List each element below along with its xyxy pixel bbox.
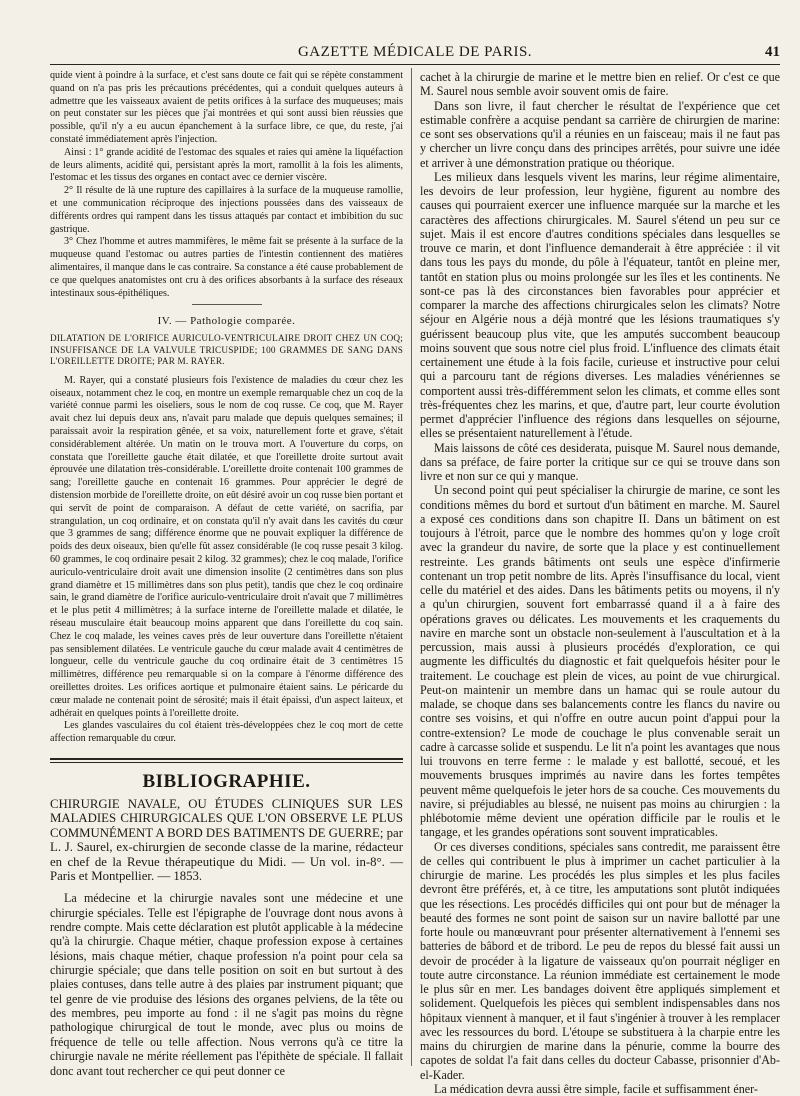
- paragraph: Ainsi : 1° grande acidité de l'estomac des squales et raies qui amène la liquéfaction de leurs aliments, acidité qui, persistant après la mort, ramollit à la fois les aliments, l'estomac et les tissus des organes en contact avec ce dernier viscère.: [50, 146, 403, 184]
- divider: [192, 304, 262, 305]
- left-column: [50, 70, 403, 1078]
- page-header: [50, 42, 780, 65]
- article-subheading: DILATATION DE L'ORIFICE AURICULO-VENTRICULAIRE DROIT CHEZ UN COQ; INSUFFISANCE DE LA VALVULE TRICUSPIDE; 100 GRAMMES DE SANG DANS L'OREILLETTE DROITE; PAR M. RAYER.: [50, 333, 403, 367]
- right-column: [420, 70, 780, 1096]
- journal-title: GAZETTE MÉDICALE DE PARIS.: [297, 44, 533, 60]
- paragraph: Mais laissons de côté ces desiderata, puisque M. Saurel nous demande, dans sa préface, de faire porter la critique sur ce qui se trouve dans son livre et non sur ce qui y manque.: [420, 440, 780, 483]
- paragraph: Or ces diverses conditions, spéciales sans contredit, me paraissent être de celles qui contribuent le plus à imprimer un cachet particulier à la chirurgie de marine. Les procédés les plus simples et les plus faciles devront être préférés, et, à ce titre, les amputations sont plutôt indiquées que les résections. Les procédés difficiles qui ont pour but de ménager la beauté des formes ne sont point de saison sur un navire ballotté par une forte houle ou manœuvrant pour présenter alternativement à l'ennemi ses batteries de bâbord et de tribord. Le peu de repos du blessé fait aussi un devoir de procéder à la ligature de vaisseaux qu'on pourrait négliger en toute autre circonstance. La réunion immédiate est certainement le mode le plus sûr en mer. Les bandages doivent être appliqués simplement et solidement. Quelquefois les pièces qui semblent indispensables dans nos hôpitaux viennent à manquer, et il faut s'ingénier à trouver à les remplacer avec les ressources du bord. L'étoupe se substituera à la charpie entre les mains du chirurgien de marine dans la pénurie, comme la bourre des capotes de soldat l'a fait dans celles du docteur Cabasse, prisonnier d'Ab-el-Kader.: [420, 839, 780, 1082]
- paragraph: La médecine et la chirurgie navales sont une médecine et une chirurgie spéciales. Telle est l'épigraphe de l'ouvrage dont nous avons à rendre compte. Mais cette déclaration est plutôt applicable à la médecine qu'à la chirurgie. Chaque métier, chaque profession expose à certaines lésions, mais chaque métier, chaque profession n'a point pour cela sa chirurgie spéciale; que dans telle position on soit en but surtout à des plaies contuses, dans telle autre à des plaies par instrument piquant; que tel genre de vie produise des lésions des organes pelviens, de la tête ou des membres, peu importe au fond : il ne s'agit pas moins du règne pathologique chirurgical de tout le monde, avec plus ou moins de fréquence de telle ou telle affection. Nous verrons qu'à ce titre la chirurgie navale ne mérite réellement pas l'épithète de spéciale. Il fallait donc avant tout rechercher ce qui peut donner ce: [50, 891, 403, 1078]
- section-heading: IV. — Pathologie comparée.: [157, 315, 296, 328]
- paragraph: 3° Chez l'homme et autres mammifères, le même fait se présente à la surface de la muqueuse quand l'estomac ou autres parties de l'intestin contiennent des matières alimentaires, il manque dans le cas contraire. Sa constance a été cause probablement de ce que quelques anatomistes ont cru à des orifices absorbants à la surface des réseaux intestinaux sous-épithéliques.: [50, 236, 403, 299]
- page-number: 41: [765, 44, 780, 60]
- review-text: [50, 891, 403, 1077]
- paragraph: Un second point qui peut spécialiser la chirurgie de marine, ce sont les conditions mêmes du bord et surtout d'un bâtiment en marche. M. Saurel a exposé ces conditions dans son chapitre II. Dans un bâtiment on est toujours à l'étroit, parce que le nombre des hommes qu'on y loge croît avec la grandeur du navire, de sorte que la place y est continuellement restreinte. Les grands bâtiments ont seuls une espèce d'infirmerie contenant un trop petit nombre de lits. Après l'insuffisance du local, vient celle du matériel et des aides. Dans les bâtiments petits ou moyens, il n'y a qu'un chirurgien, souvent fort embarrassé quand il a à faire des opérations graves ou délicates. Les mouvements et les craquements du navire en marche sont un obstacle non-seulement à l'auscultation et à la percussion, mais aussi à plusieurs procédés d'exploration, ce qui augmente les difficultés du diagnostic et fait quelquefois hésiter pour le traitement. Le couchage est plein de vices, au point de vue chirurgical. Peut-on maintenir un membre dans un hamac qui se roule autour du malade, se choque dans ses balancements contre les flancs du navire ou contre ses voisins, et qui n'offre en outre aucun point d'appui pour la contre-extension? Le mode de couchage le plus convenable serait un cadre à carcasse solide et suspendu. Le lit n'a point les avantages que nous lui trouvons en terre ferme : le malade y est ballotté, secoué, et les mouvements brusques imprimés au navire dans les fortes tempêtes peuvent même quelquefois le jeter hors de sa couche. Ces mouvements du navire, si préjudiables au blessé, ne nuisent pas moins au chirurgien : la phlébotomie même devient une opération difficile par le roulis et le tangage, et les grandes opérations sont souvent impraticables.: [420, 483, 780, 840]
- bibliography-title: BIBLIOGRAPHIE.: [142, 770, 311, 792]
- paragraph: quide vient à poindre à la surface, et c'est sans doute ce fait qui se répète constamment quand on n'a pas pris les précautions précédentes, qui a conduit quelques auteurs à admettre que les vaisseaux avaient de petits orifices à la surface des muqueuses; mais on peut constater sur les pièces que j'ai montrées et qui sont aussi bien réussies que possible, qu'il n'y a eu aucun épanchement à la surface libre, ce que, du reste, j'ai constaté immédiatement après l'injection.: [50, 70, 403, 145]
- paragraph: Les milieux dans lesquels vivent les marins, leur régime alimentaire, les devoirs de leur profession, leur hygiène, figurent au nombre des causes qui pourraient exercer une influence marquée sur la marche et les caractères des affections chirurgicales. M. Saurel s'étend un peu sur ce sujet. Mais il est encore d'autres conditions spéciales dans lesquelles se trouve ce marin, et dont l'influence demanderait à être appréciée : il vit dans tous les pays du monde, du pôle à l'équateur, tantôt en pleine mer, tantôt en station plus ou moins prolongée sur les îles et les continents. Ne sont-ce pas là des circonstances bien favorables pour apprécier et comparer la marche des affections chirurgicales selon les climats? Notre séjour en Algérie nous a déjà montré que les lésions traumatiques s'y guérissent beaucoup plus vite, que les amputés succombent beaucoup moins souvent que sous notre ciel plus froid. L'influence des climats était certainement une étude à la fois facile, curieuse et instructive pour celui qui a parcouru tant de régions diverses. Les maladies vénériennes se comportent aussi très-différemment selon les climats, et comme elles sont très-fréquentes chez les marins, et que, d'autre part, leur courte évolution permet d'apprécier l'influence des régions dans lesquelles on séjourne, elles se présentaient naturellement à l'étude.: [420, 169, 780, 441]
- intro-block: [50, 70, 403, 300]
- paragraph: 2° Il résulte de là une rupture des capillaires à la surface de la muqueuse ramollie, et une communication réciproque des injections poussées dans des vaisseaux de différents ordres qui rampent dans les tissus attaqués par contact et imbibition du suc gastrique.: [50, 185, 403, 235]
- bibliography-entry: CHIRURGIE NAVALE, OU ÉTUDES CLINIQUES SUR LES MALADIES CHIRURGICALES QUE L'ON OBSERVE LE PLUS COMMUNÉMENT A BORD DES BATIMENTS DE GUERRE; par L. J. Saurel, ex-chirurgien de seconde classe de la marine, rédacteur en chef de la Revue thérapeutique du Midi. — Un vol. in-8°. — Paris et Montpellier. — 1853.: [50, 796, 403, 883]
- paragraph: La médication devra aussi être simple, facile et suffisamment éner-: [434, 1081, 758, 1096]
- paragraph: Les glandes vasculaires du col étaient très-développées chez le coq mort de cette affection remarquable du cœur.: [50, 720, 403, 745]
- case-report: [50, 375, 403, 746]
- paragraph: cachet à la chirurgie de marine et le mettre bien en relief. Or c'est ce que M. Saurel nous semble avoir souvent omis de faire.: [420, 70, 780, 99]
- section-rule: [50, 758, 403, 763]
- column-divider: [411, 68, 412, 1066]
- paragraph: M. Rayer, qui a constaté plusieurs fois l'existence de maladies du cœur chez les oiseaux, notamment chez le coq, en montre un exemple remarquable chez un coq de la variété connue parmi les oiseliers, sous le nom de coq russe. Ce coq, que M. Rayer avait chez lui depuis deux ans, n'avait paru malade que depuis quelques semaines; il paraissait avoir la respiration gênée, et sa voix, naturellement forte et grave, s'était considérablement altérée. Un matin on le trouva mort. A l'ouverture du corps, on constata que l'oreillette gauche était dilatée, et que l'oreillette droite surtout avait éprouvée une dilatation très-considérable. L'oreillette droite contenait 100 grammes de sang; l'oreillette gauche en contenait 16 grammes. Pour apprécier le degré de distension morbide de l'oreillette droite, on eût désiré avoir un coq russe bien portant et qui servît de point de comparaison. A défaut de cette variété, on sacrifia, par strangulation, un coq ordinaire, et on constata qu'il n'y avait dans les cavités du cœur que 3 grammes de sang; différence énorme que ne pouvait expliquer la différence de poids des deux oiseaux, bien qu'elle fût assez considérable (le coq russe pesait 3 kilog. 60 grammes, le coq ordinaire pesait 2 kilog. 32 grammes); chez le coq malade, l'orifice auriculo-ventriculaire droit avait une dimension insolite (2 centimètres dans son plus grand diamètre et 15 millimètres dans son plus petit), tandis que chez le coq ordinaire sain, le grand diamètre de l'orifice auriculo-ventriculaire droit n'avait que 7 millimètres et le plus petit 4 millimètres; à la surface interne de l'oreillette malade et dilatée, le réseau musculaire était beaucoup moins apparent que dans l'oreillette du coq sain. Chez le coq malade, les veines caves près de leur ouverture dans l'oreillette n'étaient pas sensiblement dilatées. Le ventricule gauche du cœur malade avait 4 centimètres de longueur, celle du ventricule gauche du coq ordinaire était de 3 centimètres 15 millimètres, différence peu remarquable si on la compare à l'énorme différence des oreillettes droites. Les orifices aortique et pulmonaire étaient sains. Le péricarde du cœur malade ne contenait point de sérosité; mais il était épaissi, d'un aspect laiteux, et adhérait en quelques points à l'oreillette droite.: [50, 374, 403, 719]
- paragraph: Dans son livre, il faut chercher le résultat de l'expérience que cet estimable confrère a acquise pendant sa carrière de chirurgien de marine: ce sont ses observations qu'il a réunies en un faisceau; mais il ne faut pas y chercher un livre conçu dans des principes arrêtés, pour suivre une idée et arriver à une démonstration pratique ou théorique.: [420, 98, 780, 170]
